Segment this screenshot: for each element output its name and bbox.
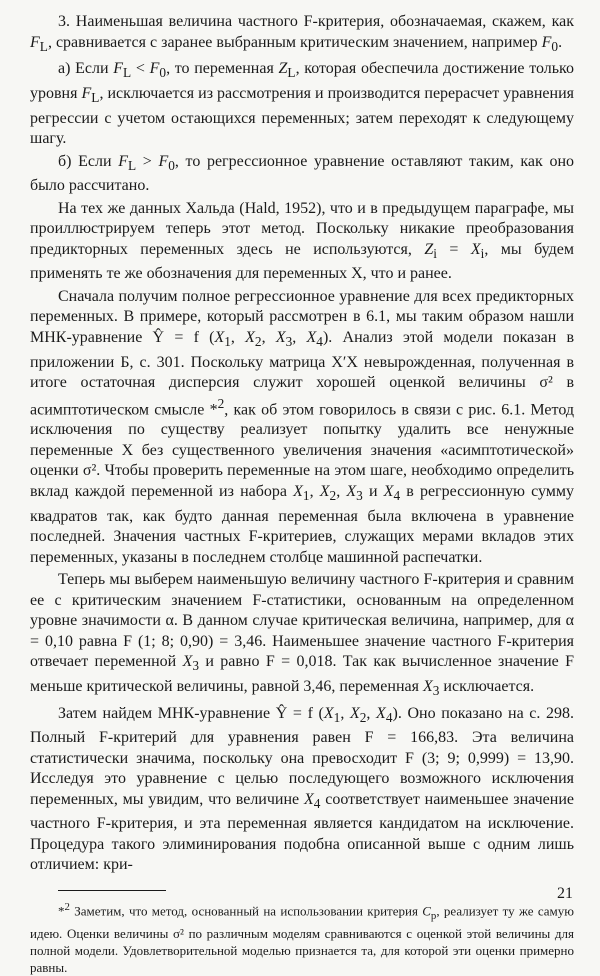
paragraph-next-equation: Затем найдем МНК-уравнение Ŷ = f ($X_1$, $X_2$, $X_4$). Оно показано на с. 298. Полный F-критерий для уравнения равен F = 166,83. Эта величина статистически значима, поскольку она превосходит F (3; 9; 0,999) = 13,90. Исследуя это уравнение с целью последующего возможного исключения переменных, мы увидим, что величине $X_4$ соответствует наименьшее значение частного F-критерия, и эта переменная является кандидатом на исключение. Процедура такого элиминирования подобна описанной выше с одним лишь отличием: кри- [30,704,575,874]
footnote: *$^2$ Заметим, что метод, основанный на использовании критерия $C_p$, реализует ту же самую идею. Оценки величины σ² по различным моделям сравниваются с оценкой этой величины для полной модели. Удовлетворительной моделью признается та, для которой эти оценки примерно равны. [30,900,574,975]
paragraph-partial-f: Теперь мы выберем наименьшую величину частного F-критерия и сравним ее с критическим значением F-статистики, основанным на определенном уровне значимости α. В данном случае критическая величина, например, для α = 0,10 равна F (1; 8; 0,90) = 3,46. Наименьшее значение частного F-критерия отвечает переменной $X_3$ и равно F = 0,018. Так как вычисленное значение F меньше критической величины, равной 3,46, переменная $X_3$ исключается. [30,571,574,699]
page-number: 21 [557,885,573,902]
paragraph-full-regression: Сначала получим полное регрессионное уравнение для всех предикторных переменных. В примере, который рассмотрен в 6.1, мы таким образом нашли МНК-уравнение Ŷ = f ($X_1$, $X_2$, $X_3$, $X_4$). Анализ этой модели показан в приложении Б, с. 301. Поскольку матрица X′X невырожденная, полученная в итоге остаточная дисперсия служит хорошей оценкой величины σ² в асимптотическом смысле *$^2$, как об этом говорилось в связи с рис. 6.1. Метод исключения по существу реализует попытку удалить все ненужные переменные X без существенного увеличения значения «асимптотической» оценки σ². Чтобы проверить переменные на этом шаге, необходимо определить вклад каждой переменной из набора $X_1$, $X_2$, $X_3$ и $X_4$ в регрессионную сумму квадратов так, как будто данная переменная была включена в уравнение последней. Значения частных F-критериев, служащих мерами вкладов этих переменных, указаны в последнем столбце машинной распечатки. [30,287,575,566]
paragraph-step3: 3. Наименьшая величина частного F-критерия, обозначаемая, скажем, как $F_L$, сравнивается с заранее выбранным критическим значением, например $F_0$. [30,13,574,54]
paragraph-case-b: б) Если $F_L > F_0$, то регрессионное уравнение оставляют таким, как оно было рассчитано. [30,152,575,195]
paragraph-hald-data: На тех же данных Хальда (Hald, 1952), что и в предыдущем параграфе, мы проиллюстрируем теперь этот метод. Поскольку никакие преобразования предикторных переменных здесь не используются, $Z_i = X_i$, мы будем применять те же обозначения для переменных X, что и ранее. [30,199,575,283]
paragraph-case-a: а) Если $F_L < F_0$, то переменная $Z_L$, которая обеспечила достижение только уровня $F_L$, исключается из рассмотрения и производится перерасчет уравнения регрессии с учетом остающихся переменных; затем переходят к следующему шагу. [30,60,575,148]
footnote-divider [58,890,166,891]
